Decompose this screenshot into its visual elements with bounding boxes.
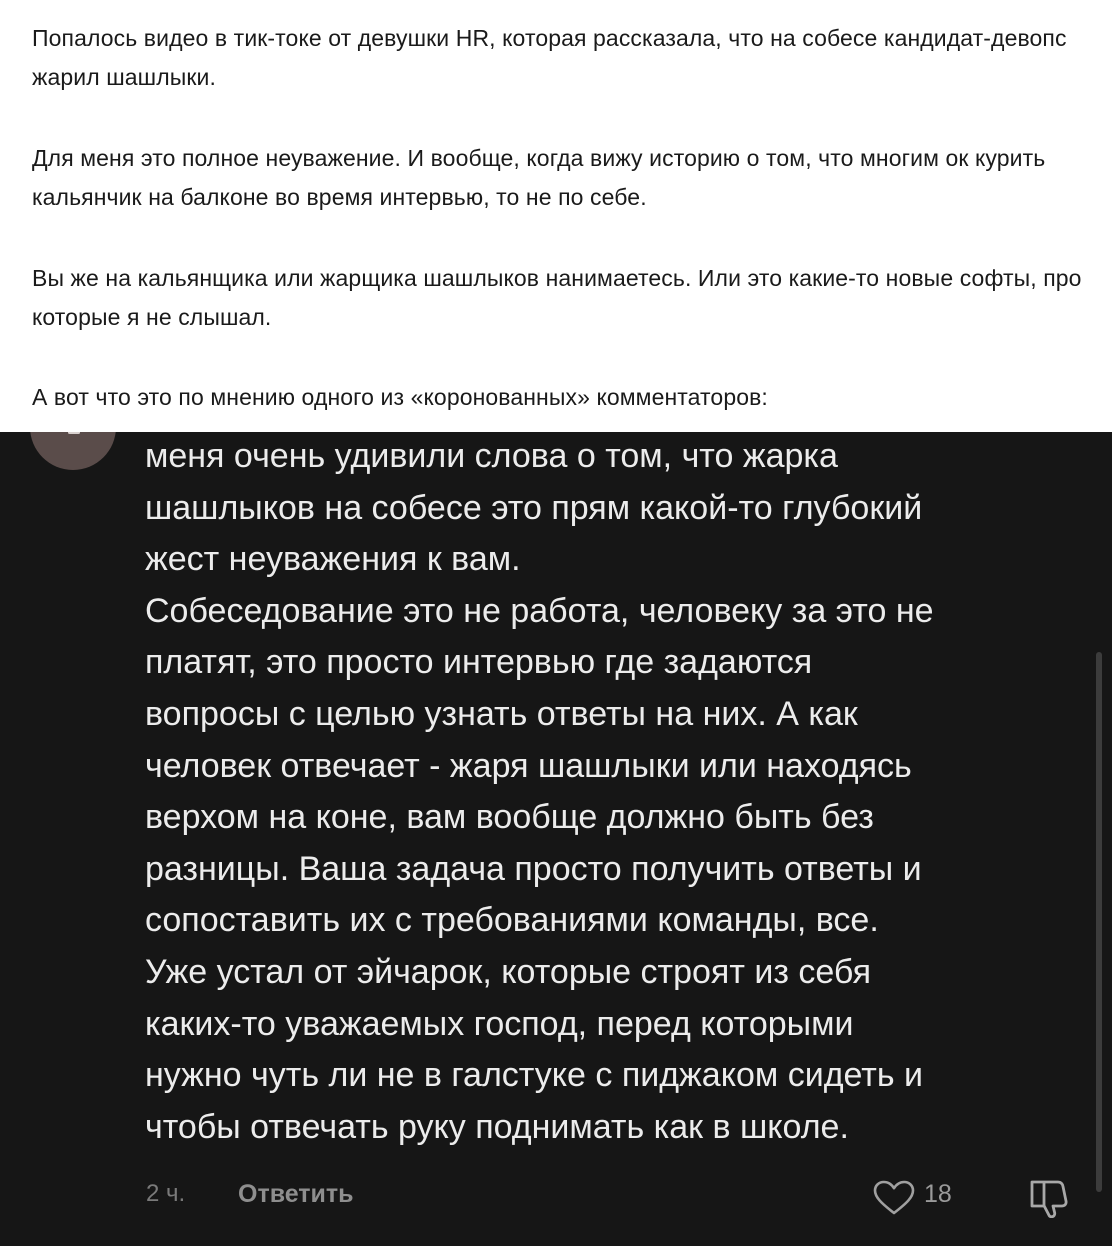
comment-screenshot <box>0 432 1112 1246</box>
comment-line: нужно чуть ли не в галстуке с пиджаком сидеть и <box>145 1056 924 1095</box>
post-paragraph: Вы же на кальянщика или жарщика шашлыков нанимаетесь. Или это какие-то новые софты, про которые я не слышал. <box>32 265 1082 330</box>
like-button[interactable] <box>870 1178 970 1214</box>
comment-line: шашлыков на собесе это прям какой-то глубокий <box>145 488 923 527</box>
comment-line: Уже устал от эйчарок, которые строят из себя <box>145 952 872 991</box>
post-text-block <box>0 0 1112 432</box>
comment-line: чтобы отвечать руку поднимать как в школе. <box>145 1107 849 1146</box>
comment-line: разницы. Ваша задача просто получить ответы и <box>145 849 922 888</box>
avatar-glyph <box>68 432 80 434</box>
comment-line: верхом на коне, вам вообще должно быть без <box>145 798 874 837</box>
comment-line: жест неуважения к вам. <box>145 540 521 579</box>
post-paragraph: А вот что это по мнению одного из «коронованных» комментаторов: <box>32 384 768 410</box>
scrollbar[interactable] <box>1096 652 1102 1192</box>
comment-line: сопоставить их с требованиями команды, все. <box>145 901 879 940</box>
reply-button[interactable]: Ответить <box>238 1180 354 1208</box>
dislike-button[interactable] <box>1026 1178 1070 1218</box>
heart-icon <box>872 1180 916 1216</box>
comment-meta-row <box>0 1178 1112 1218</box>
comment-line: человек отвечает - жаря шашлыки или находясь <box>145 746 912 785</box>
thumbs-down-icon <box>1026 1178 1070 1218</box>
post-paragraph: Попалось видео в тик-токе от девушки HR, которая рассказала, что на собесе кандидат-девопс жарил шашлыки. <box>32 25 1067 90</box>
comment-line: вопросы с целью узнать ответы на них. А как <box>145 694 858 733</box>
comment-line: Собеседование это не работа, человеку за это не <box>145 591 934 630</box>
comment-line: меня очень удивили слова о том, что жарка <box>145 437 838 475</box>
comment-line: платят, это просто интервью где задаются <box>145 643 813 682</box>
comment-line: каких-то уважаемых господ, перед которыми <box>145 1004 854 1043</box>
post-paragraph: Для меня это полное неуважение. И вообще, когда вижу историю о том, что многим ок курить кальянчик на балконе во время интервью, то не по себе. <box>32 145 1046 210</box>
avatar[interactable] <box>30 432 116 470</box>
like-count: 18 <box>924 1180 952 1208</box>
comment-body <box>145 432 1090 1153</box>
comment-timestamp: 2 ч. <box>146 1180 186 1207</box>
